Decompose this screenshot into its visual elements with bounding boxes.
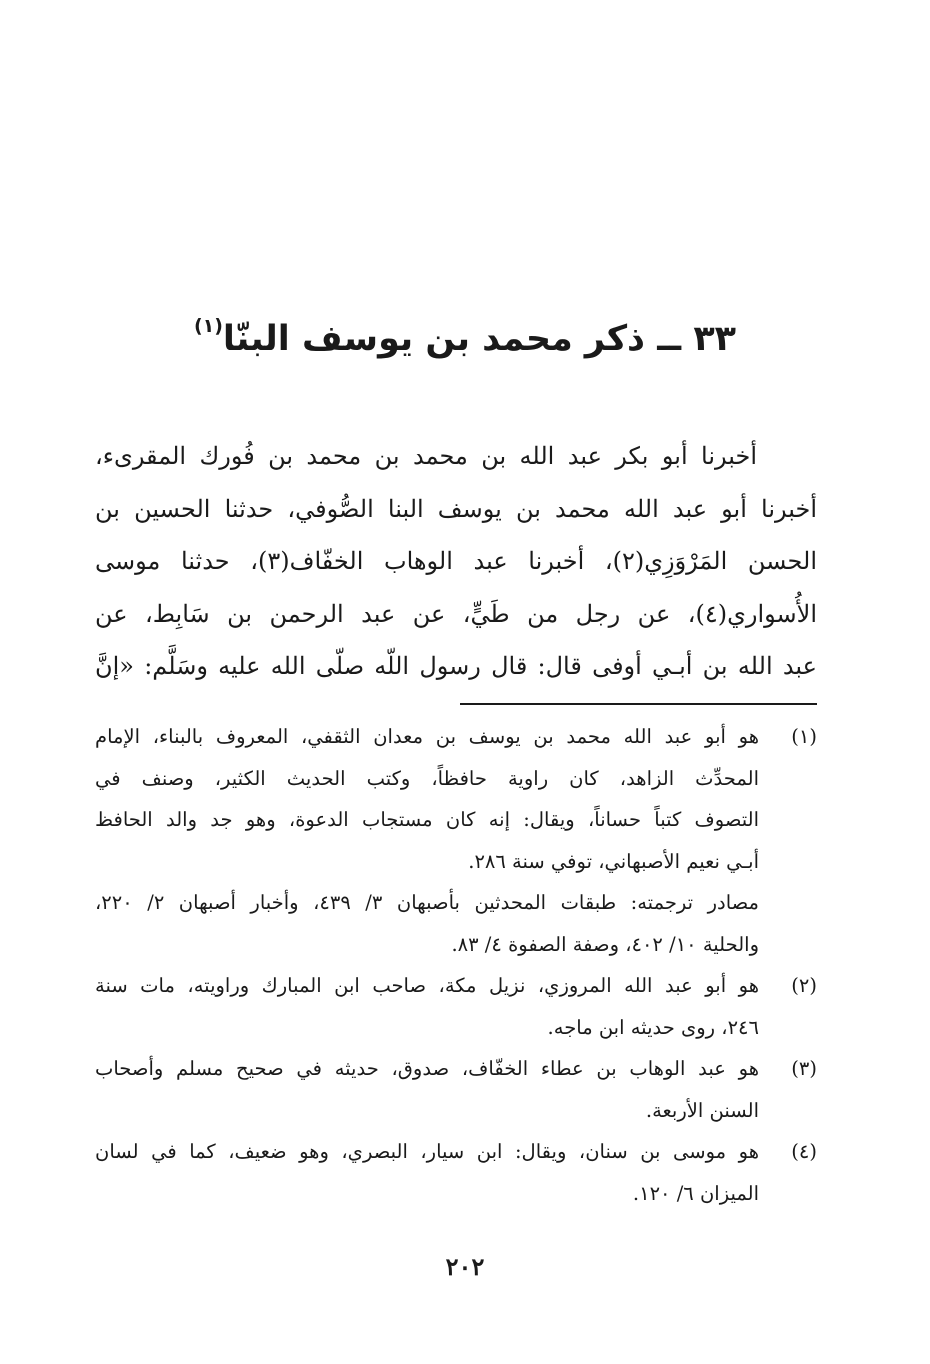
footnote-line: السنن الأربعة. [645, 1098, 759, 1122]
footnote-text [95, 1048, 759, 1131]
body-line-4: الأُسواري(٤)، عن رجل من طَيٍّ، عن عبد الرحمن بن سَابِط، عن [95, 599, 817, 628]
footnote-number: (٣) [791, 1057, 817, 1080]
footnote-1 [95, 716, 817, 965]
body-line-5: عبد الله بن أبـي أوفى قال: قال رسول اللّه صلّى الله عليه وسَلَّم: «إنَّ [95, 652, 817, 680]
footnote-line: مصادر ترجمته: طبقات المحدثين بأصبهان ٣/ ٤٣٩، وأخبار أصبهان ٢/ ٢٢٠، [95, 891, 759, 914]
chapter-heading [90, 296, 840, 369]
footnote-ref-1: (١) [193, 315, 223, 337]
footnote-2 [95, 965, 817, 1048]
footnote-text [95, 1131, 759, 1214]
footnote-separator [460, 703, 817, 705]
footnotes [95, 716, 817, 1214]
footnote-line: هو أبو عبد الله محمد بن يوسف بن معدان الثقفي، المعروف بالبناء، الإمام [95, 725, 759, 748]
footnote-line: التصوف كتباً حساناً، ويقال: إنه كان مستجاب الدعوة، وهو جد والد الحافظ [95, 808, 759, 831]
body-line-3: الحسن المَرْوَزِي(٢)، أخبرنا عبد الوهاب الخفّاف(٣)، حدثنا موسى [95, 547, 817, 575]
page-number: ٢٠٢ [445, 1252, 485, 1281]
footnote-line: هو أبو عبد الله المروزي، نزيل مكة، صاحب ابن المبارك وراويته، مات سنة [95, 974, 759, 997]
footnote-line: أبـي نعيم الأصبهاني، توفي سنة ٢٨٦. [468, 849, 759, 873]
footnote-line: والحلية ١٠/ ٤٠٢، وصفة الصفوة ٤/ ٨٣. [451, 932, 759, 956]
footnote-line: ٢٤٦، روى حديثه ابن ماجه. [547, 1015, 759, 1039]
chapter-heading-text: ٣٣ ــ ذكر محمد بن يوسف البنّا [222, 319, 737, 359]
footnote-4 [95, 1131, 817, 1214]
footnote-line: هو موسى بن سنان، ويقال: ابن سيار، البصري، وهو ضعيف، كما في لسان [95, 1140, 759, 1163]
footnote-number: (٢) [791, 974, 817, 997]
body-line-1: أخبرنا أبو بكر عبد الله بن محمد بن محمد بن فُورك المقرىء، [95, 442, 757, 470]
footnote-line: الميزان ٦/ ١٢٠. [632, 1181, 759, 1205]
footnote-text [95, 716, 759, 965]
body-paragraph [95, 430, 817, 693]
body-line-2: أخبرنا أبو عبد الله محمد بن يوسف البنا الصُّوفي، حدثنا الحسين بن [95, 494, 817, 523]
footnote-number: (٤) [791, 1140, 817, 1163]
footnote-text [95, 965, 759, 1048]
footnote-line: هو عبد الوهاب بن عطاء الخفّاف، صدوق، حديثه في صحيح مسلم وأصحاب [95, 1057, 759, 1080]
footnote-line: المحدِّث الزاهد، كان راوية حافظاً، وكتب الحديث الكثير، وصنف في [95, 766, 759, 790]
footnote-number: (١) [791, 725, 817, 748]
footnote-3 [95, 1048, 817, 1131]
